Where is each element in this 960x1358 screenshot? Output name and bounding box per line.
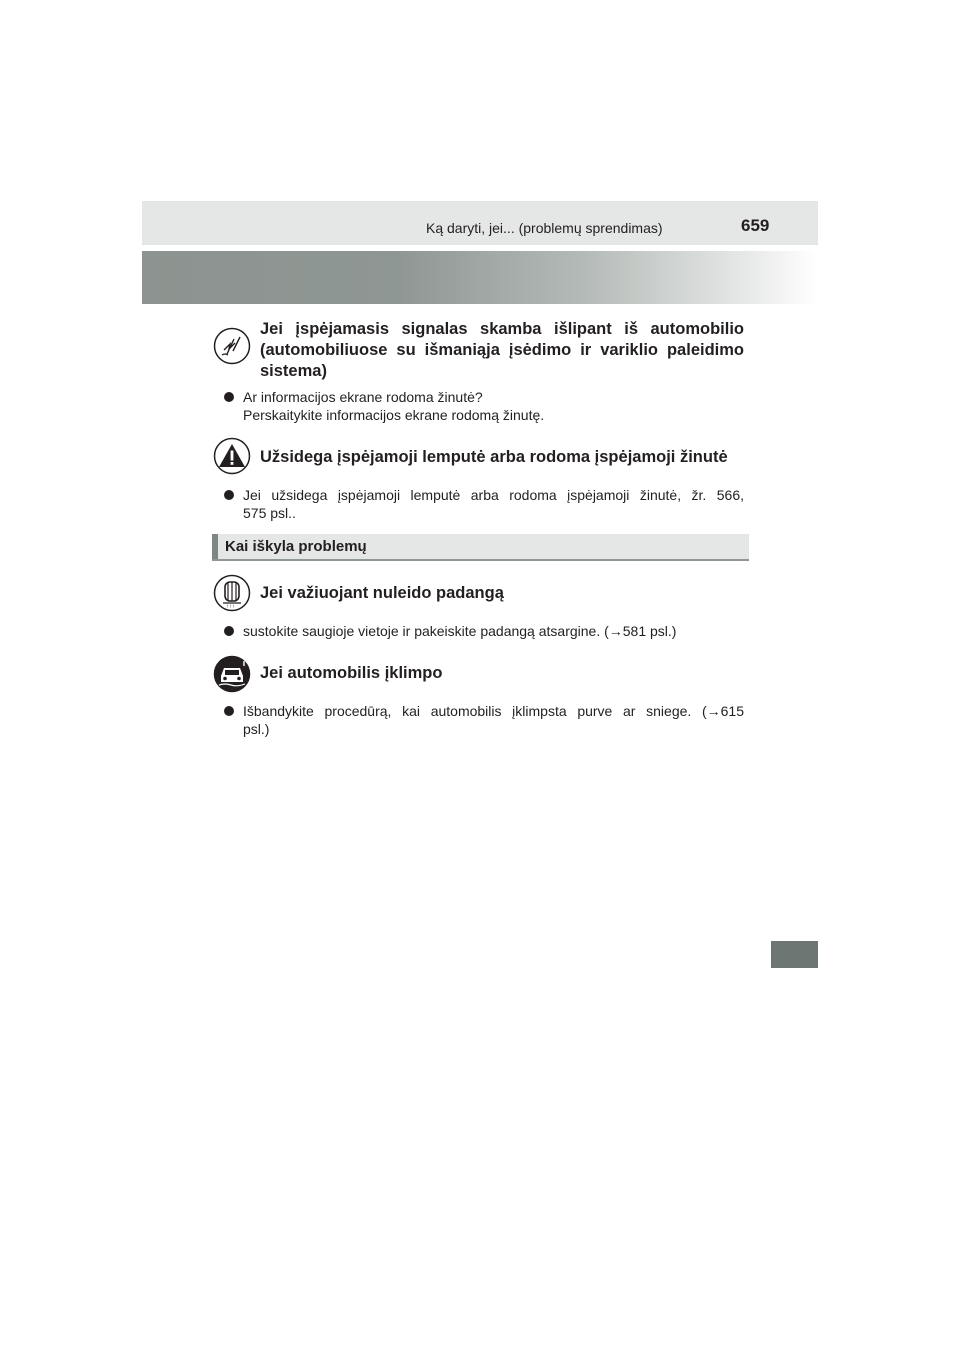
warning-triangle-icon [213,437,251,475]
subheading-marker [212,534,218,559]
bullet-line: psl.) [243,721,270,737]
heading-line: Jei įspėjamasis signalas skamba išlipant iš automobilio [260,320,744,338]
section-heading-warning-light: Užsidega įspėjamoji lemputė arba rodoma įspėjamoji žinutė [260,448,728,466]
bullet-text [243,486,744,522]
bullet-text [243,388,744,424]
flat-tire-icon [213,574,251,612]
bullet-dot [224,626,234,636]
bullet-text [243,702,744,738]
subheading-label: Kai iškyla problemų [225,538,367,555]
bullet-dot [224,392,234,402]
warning-buzzer-icon [213,327,251,365]
problem-heading-flat-tire: Jei važiuojant nuleido padangą [260,584,504,602]
heading-line: sistema) [260,362,327,380]
bullet-line: Ar informacijos ekrane rodoma žinutė? [243,389,483,405]
heading-line: (automobiliuose su išmaniąja įsėdimo ir variklio paleidimo [260,341,744,359]
subheading-bar [212,534,749,561]
bullet-line: Išbandykite procedūrą, kai automobilis įklimpsta purve ar sniege. (→615 [243,703,744,719]
chapter-thumb-tab [771,941,818,968]
bullet-line: Jei užsidega įspėjamoji lemputė arba rodoma įspėjamoji žinutė, žr. 566, [243,487,744,503]
problem-heading-stuck-vehicle: Jei automobilis įklimpo [260,664,443,682]
running-header-title: Ką daryti, jei... (problemų sprendimas) [426,220,663,236]
section-heading-buzzer [260,319,744,382]
bullet-line: 575 psl.. [243,505,296,521]
page-number: 659 [741,216,770,235]
stuck-vehicle-icon [213,655,251,693]
bullet-text: sustokite saugioje vietoje ir pakeiskite padangą atsargine. (→581 psl.) [243,623,677,639]
svg-text:! ! !: ! ! ! [227,604,235,609]
bullet-line: Perskaitykite informacijos ekrane rodomą žinutę. [243,407,545,423]
chapter-gradient-band [142,251,818,304]
bullet-dot [224,706,234,716]
bullet-dot [224,490,234,500]
